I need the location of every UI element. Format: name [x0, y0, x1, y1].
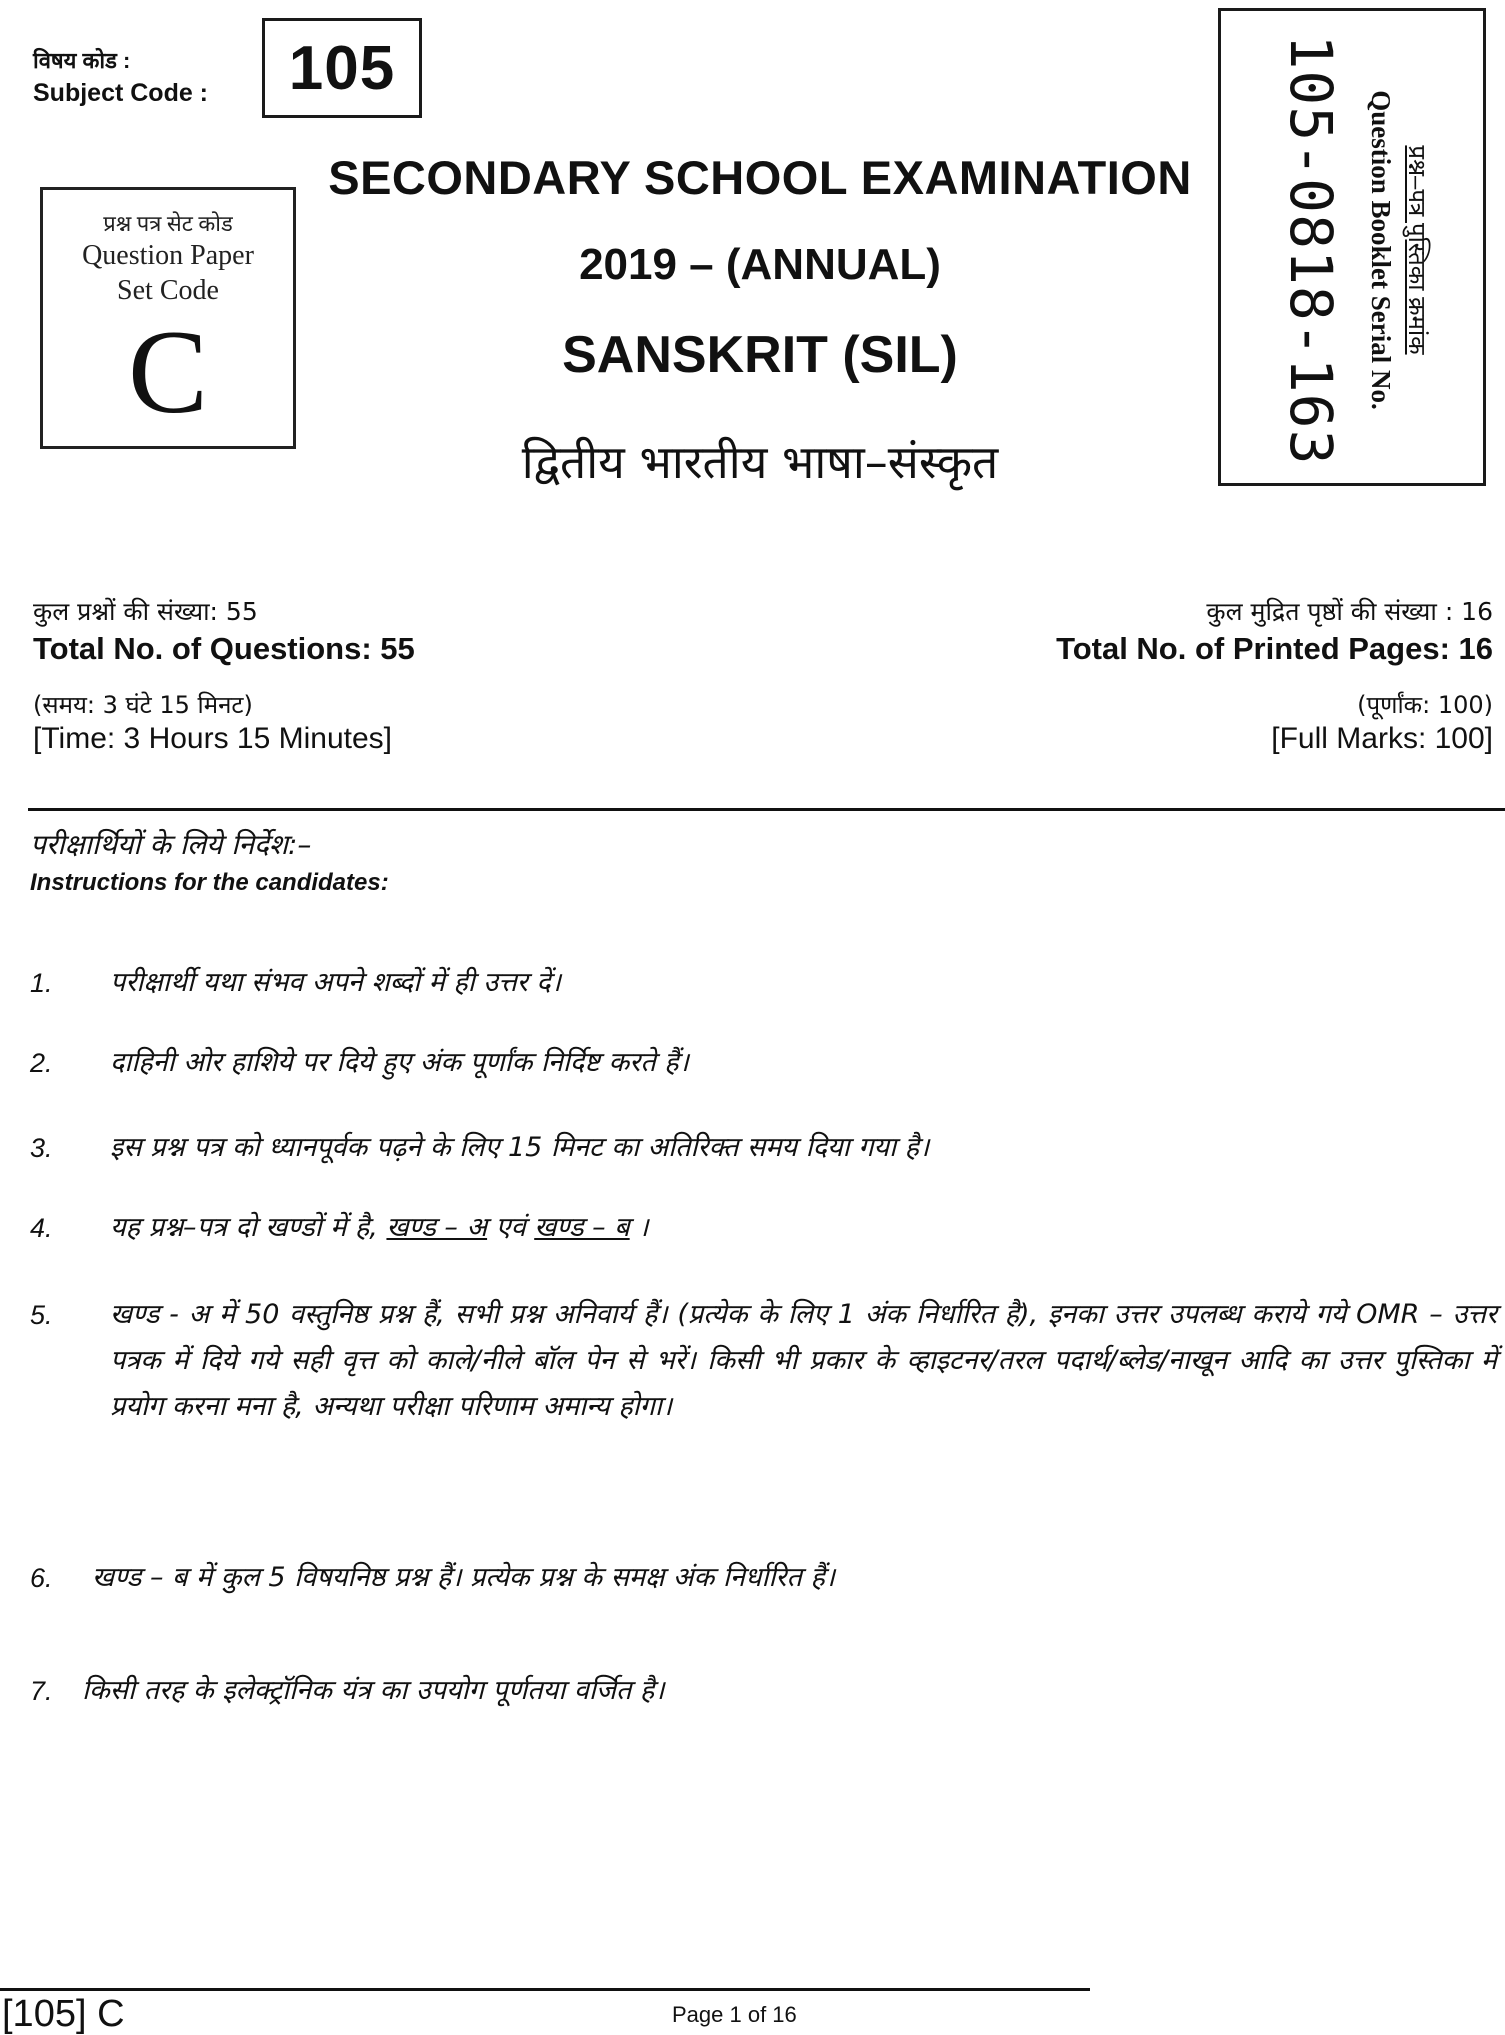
booklet-serial-box — [1218, 8, 1486, 486]
total-questions-en: Total No. of Questions: 55 — [33, 631, 415, 666]
full-marks-en: [Full Marks: 100] — [1271, 722, 1493, 755]
serial-label-hi: प्रश्न–पत्र पुस्तिका क्रमांक — [1403, 145, 1430, 355]
instruction-text: दाहिनी ओर हाशिये पर दिये हुए अंक पूर्णांक निर्दिष्ट करते हैं। — [110, 1047, 689, 1078]
instruction-number: 6. — [30, 1563, 53, 1593]
exam-year: 2019 – (ANNUAL) — [579, 240, 941, 289]
instruction-item — [30, 1555, 1497, 1601]
instructions-heading-en: Instructions for the candidates: — [30, 869, 389, 896]
instruction-text-suffix: । — [629, 1212, 649, 1243]
instruction-item — [30, 1668, 1497, 1714]
instruction-text-prefix: यह प्रश्न–पत्र दो खण्डों में है, — [110, 1212, 387, 1243]
subject-code-label-en: Subject Code : — [33, 79, 209, 107]
instruction-item — [30, 1205, 1497, 1251]
instruction-item — [30, 1292, 1497, 1430]
section-b-label: खण्ड – ब — [534, 1212, 630, 1243]
instruction-text: इस प्रश्न पत्र को ध्यानपूर्वक पढ़ने के लिए 15 मिनट का अतिरिक्त समय दिया गया है। — [110, 1132, 930, 1163]
instruction-number: 3. — [30, 1133, 53, 1163]
total-questions-hi: कुल प्रश्नों की संख्या: 55 — [33, 597, 258, 626]
exam-subject: SANSKRIT (SIL) — [562, 326, 958, 384]
footer-divider — [0, 1988, 1090, 1991]
footer-page-number: Page 1 of 16 — [672, 2002, 797, 2027]
instruction-text: खण्ड - अ में 50 वस्तुनिष्ठ प्रश्न हैं, सभी प्रश्न अनिवार्य हैं। (प्रत्येक के लिए 1 अंक निर्धारित है), इनका उत्तर उपलब्ध कराये गये OMR – उत्तर पत्रक में दिये गये सही वृत्त को काले/नीले बॉल पेन से भरें। किसी भी प्रकार के व्हाइटनर/तरल पदार्थ/ब्लेड/नाखून आदि का उत्तर पुस्तिका में प्रयोग करना मना है, अन्यथा परीक्षा परिणाम अमान्य होगा। — [110, 1299, 1497, 1422]
set-code-label-en-1: Question Paper — [82, 240, 254, 271]
instruction-number: 4. — [30, 1213, 53, 1243]
instruction-number: 1. — [30, 968, 53, 998]
full-marks-hi: (पूर्णांक: 100) — [1357, 691, 1493, 719]
instruction-item — [30, 1125, 1497, 1171]
instruction-number: 7. — [30, 1676, 53, 1706]
instruction-number: 2. — [30, 1048, 53, 1078]
instructions-heading — [30, 825, 389, 901]
set-code-label-hi: प्रश्न पत्र सेट कोड — [103, 211, 233, 236]
instruction-text — [110, 1205, 1497, 1251]
exam-subject-hi: द्वितीय भारतीय भाषा–संस्कृत — [521, 435, 999, 489]
info-right — [1056, 595, 1493, 757]
instruction-text-mid: एवं — [487, 1212, 535, 1243]
instructions-heading-hi: परीक्षार्थियों के लिये निर्देश:– — [30, 828, 312, 861]
subject-code-label-hi: विषय कोड : — [33, 48, 131, 73]
time-en: [Time: 3 Hours 15 Minutes] — [33, 722, 393, 755]
instruction-item — [30, 1040, 1497, 1086]
instruction-item — [30, 960, 1497, 1006]
total-pages-en: Total No. of Printed Pages: 16 — [1056, 631, 1493, 666]
instruction-text: परीक्षार्थी यथा संभव अपने शब्दों में ही उत्तर दें। — [110, 967, 561, 998]
footer-paper-code: [105] C — [2, 1993, 125, 2035]
header-divider — [28, 808, 1505, 811]
serial-number: 105-0818-163 — [1277, 34, 1345, 466]
info-left — [33, 595, 415, 757]
subject-code-label — [33, 44, 208, 110]
set-code-label-en-2: Set Code — [117, 275, 219, 306]
instruction-text: खण्ड – ब में कुल 5 विषयनिष्ठ प्रश्न हैं। प्रत्येक प्रश्न के समक्ष अंक निर्धारित हैं। — [92, 1562, 836, 1593]
total-pages-hi: कुल मुद्रित पृष्ठों की संख्या : 16 — [1206, 597, 1493, 626]
section-a-label: खण्ड – अ — [386, 1212, 488, 1243]
serial-label-en: Question Booklet Serial No. — [1366, 90, 1396, 410]
set-code-value: C — [127, 305, 209, 438]
time-hi: (समय: 3 घंटे 15 मिनट) — [33, 691, 253, 719]
subject-code-box: 105 — [262, 18, 422, 118]
set-code-box — [40, 187, 296, 449]
exam-title: SECONDARY SCHOOL EXAMINATION — [328, 151, 1192, 204]
instruction-number: 5. — [30, 1300, 53, 1330]
instruction-text: किसी तरह के इलेक्ट्रॉनिक यंत्र का उपयोग पूर्णतया वर्जित है। — [82, 1675, 665, 1706]
